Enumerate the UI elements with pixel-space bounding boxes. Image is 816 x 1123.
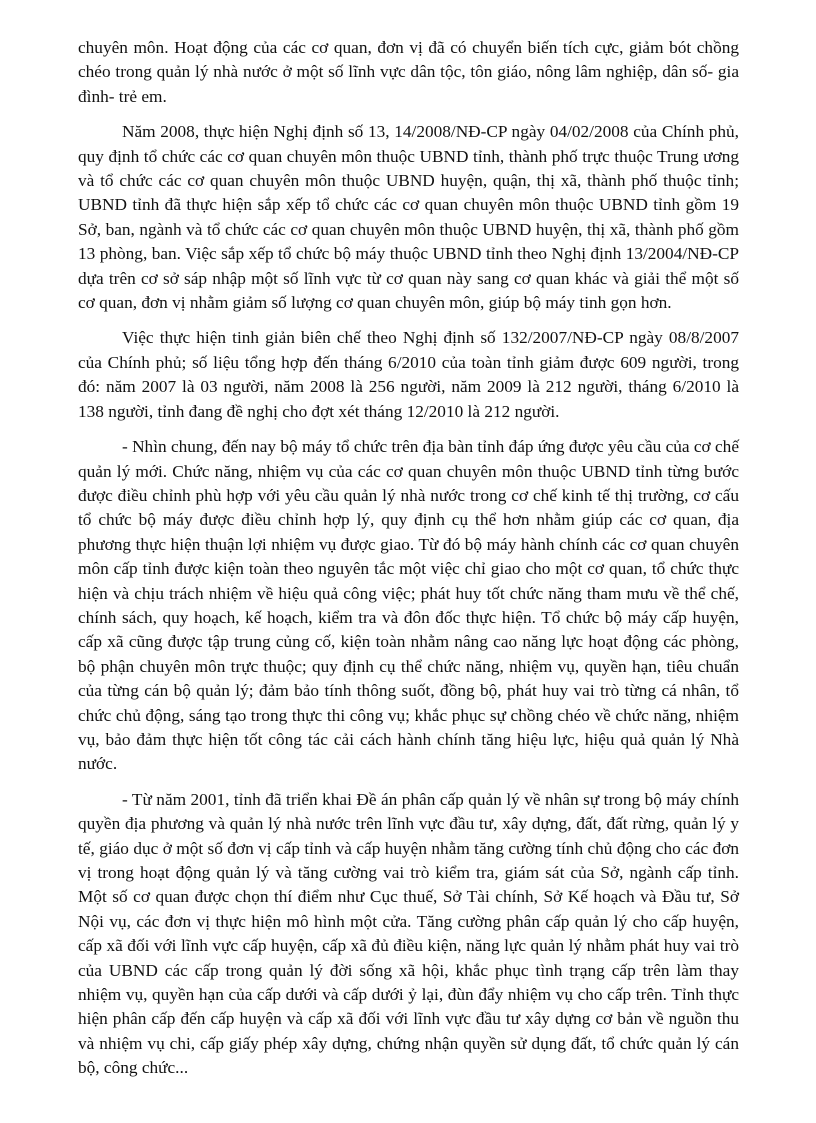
paragraph-decentralization: - Từ năm 2001, tỉnh đã triển khai Đề án phân cấp quản lý về nhân sự trong bộ máy chính quyền địa phương và quản lý nhà nước trên lĩnh vực đầu tư, xây dựng, đất, đất rừng, quản lý y tế, giáo dục ở một số đơn vị cấp tỉnh và cấp huyện nhằm tăng cường tính chủ động cho các đơn vị trong hoạt động quản lý và tăng cường vai trò kiểm tra, giám sát của Sở, ngành cấp tỉnh. Một số cơ quan được chọn thí điểm như Cục thuế, Sở Tài chính, Sở Kế hoạch và Đầu tư, Sở Nội vụ, các đơn vị thực hiện mô hình một cửa. Tăng cường phân cấp quản lý cho cấp huyện, cấp xã đối với lĩnh vực cấp huyện, cấp xã đủ điều kiện, năng lực quản lý nhằm phát huy vai trò của UBND các cấp trong quản lý đời sống xã hội, khắc phục tình trạng cấp trên làm thay nhiệm vụ, quyền hạn của cấp dưới và cấp dưới ỷ lại, đùn đẩy nhiệm vụ cho cấp trên. Tỉnh thực hiện phân cấp đến cấp huyện và cấp xã đối với lĩnh vực đầu tư xây dựng cơ bản về nguồn thu và nhiệm vụ chi, cấp giấy phép xây dựng, chứng nhận quyền sử dụng đất, tổ chức quản lý cán bộ, công chức... [78, 789, 739, 1078]
paragraph-continuation: chuyên môn. Hoạt động của các cơ quan, đơn vị đã có chuyển biến tích cực, giảm bót chồng chéo trong quản lý nhà nước ở một số lĩnh vực dân tộc, tôn giáo, nông lâm nghiệp, dân số- gia đình- trẻ em. [78, 38, 739, 106]
paragraph-staff-reduction: Việc thực hiện tinh giản biên chế theo Nghị định số 132/2007/NĐ-CP ngày 08/8/2007 của Chính phủ; số liệu tổng hợp đến tháng 6/2010 của toàn tỉnh giảm được 609 người, trong đó: năm 2007 là 03 người, năm 2008 là 256 người, năm 2009 là 212 người, tháng 6/2010 là 138 người, tỉnh đang đề nghị cho đợt xét tháng 12/2010 là 212 người. [78, 328, 739, 421]
paragraph-overview: - Nhìn chung, đến nay bộ máy tổ chức trên địa bàn tỉnh đáp ứng được yêu cầu của cơ chế quản lý mới. Chức năng, nhiệm vụ của các cơ quan chuyên môn thuộc UBND tỉnh từng bước được điều chỉnh phù hợp với yêu cầu quản lý nhà nước trong cơ chế kinh tế thị trường, cơ cấu tổ chức bộ máy được điều chỉnh hợp lý, quy định cụ thể hơn nhằm giúp các cơ quan, địa phương thực hiện thuận lợi nhiệm vụ được giao. Từ đó bộ máy hành chính các cơ quan chuyên môn cấp tỉnh được kiện toàn theo nguyên tắc một việc chỉ giao cho một cơ quan, tổ chức thực hiện và chịu trách nhiệm về hiệu quả công việc; phát huy tốt chức năng tham mưu về thể chế, chính sách, quy hoạch, kế hoạch, kiểm tra và đôn đốc thực hiện. Tổ chức bộ máy cấp huyện, cấp xã cũng được tập trung củng cố, kiện toàn nhằm nâng cao năng lực hoạt động các phòng, bộ phận chuyên môn trực thuộc; quy định cụ thể chức năng, nhiệm vụ, quyền hạn, tiêu chuẩn của từng cán bộ quản lý; đảm bảo tính thông suốt, đồng bộ, phát huy vai trò từng cá nhân, tổ chức chủ động, sáng tạo trong thực thi công vụ; khắc phục sự chồng chéo về chức năng, nhiệm vụ, bảo đảm thực hiện tốt công tác cải cách hành chính tăng hiệu lực, hiệu quả quản lý Nhà nước. [78, 437, 739, 774]
paragraph-decree-2008: Năm 2008, thực hiện Nghị định số 13, 14/2008/NĐ-CP ngày 04/02/2008 của Chính phủ, quy định tổ chức các cơ quan chuyên môn thuộc UBND tỉnh, thành phố trực thuộc Trung ương và tổ chức các cơ quan chuyên môn thuộc UBND huyện, quận, thị xã, thành phố thuộc tỉnh; UBND tỉnh đã thực hiện sắp xếp tổ chức các cơ quan chuyên môn thuộc UBND tỉnh gồm 19 Sở, ban, ngành và tổ chức các cơ quan chuyên môn thuộc UBND huyện, thị xã, thành phố gồm 13 phòng, ban. Việc sắp xếp tổ chức bộ máy thuộc UBND tỉnh theo Nghị định 13/2004/NĐ-CP dựa trên cơ sở sáp nhập một số lĩnh vực từ cơ quan này sang cơ quan khác và giải thể một số cơ quan, đơn vị nhằm giảm số lượng cơ quan chuyên môn, giúp bộ máy tinh gọn hơn. [78, 122, 739, 313]
document-page [78, 36, 739, 1092]
